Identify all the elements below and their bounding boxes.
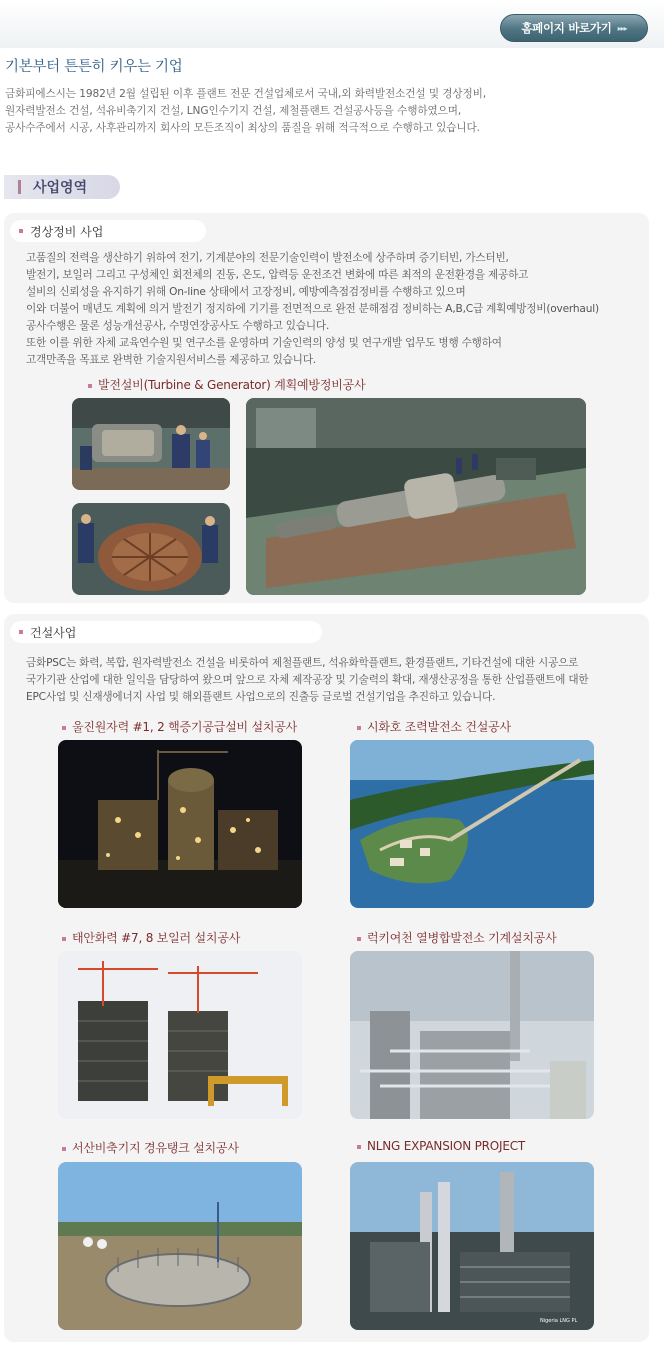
- page-title: 기본부터 튼튼히 키우는 기업: [5, 59, 183, 75]
- turbine-photo-2: [72, 503, 230, 595]
- maintenance-line: 고품질의 전력을 생산하기 위하여 전기, 기계분야의 전문기술인력이 발전소에 상주하며 증기터빈, 가스터빈,: [26, 252, 509, 264]
- maintenance-panel: [4, 213, 649, 603]
- maintenance-line: 고객만족을 목표로 완벽한 기술지원서비스를 제공하고 있습니다.: [26, 354, 316, 366]
- maintenance-line: 발전기, 보일러 그리고 구성체인 회전체의 진동, 온도, 압력등 운전조건 변화에 따른 최적의 운전환경을 제공하고: [26, 269, 529, 281]
- intro-line: 공사수주에서 시공, 사후관리까지 회사의 모든조직이 최상의 품질을 위해 적극적으로 수행하고 있습니다.: [5, 122, 480, 134]
- bullet-icon: [357, 726, 361, 730]
- construction-line: 금화PSC는 화력, 복합, 원자력발전소 건설을 비롯하여 제철플랜트, 석유화학플랜트, 환경플랜트, 기타건설에 대한 시공으로: [26, 657, 579, 669]
- project-caption-text: 럭키여천 열병합발전소 기계설치공사: [367, 931, 557, 945]
- construction-line: 국가기관 산업에 대한 일익을 담당하여 왔으며 앞으로 자체 제작공장 및 기술력의 확대, 재생산공정을 통한 산업플랜트에 대한: [26, 674, 589, 686]
- project-caption-text: 시화호 조력발전소 건설공사: [367, 720, 511, 734]
- project-caption: [357, 929, 557, 946]
- bullet-icon: [19, 229, 23, 233]
- bullet-icon: [62, 726, 66, 730]
- maintenance-line: 이와 더불어 매년도 계획에 의거 발전기 정지하에 기기를 전면적으로 완전 분해점검 정비하는 A,B,C급 계획예방정비(overhaul): [26, 303, 599, 315]
- project-caption-text: 서산비축기지 경유탱크 설치공사: [72, 1141, 239, 1155]
- section-marker-icon: [18, 180, 21, 194]
- nlng-photo-watermark: Nigeria LNG PL: [540, 1318, 578, 1324]
- project-caption: [357, 1139, 525, 1153]
- project-caption-text: NLNG EXPANSION PROJECT: [367, 1139, 526, 1153]
- intro-line: 금화피에스시는 1982년 2월 설립된 이후 플랜트 전문 건설업체로서 국내,외 화력발전소건설 및 경상정비,: [5, 88, 487, 100]
- section-title: 사업영역: [33, 180, 88, 196]
- homepage-shortcut-button[interactable]: [500, 14, 648, 42]
- top-bar: [0, 0, 664, 48]
- construction-panel: [4, 614, 649, 1342]
- section-heading-business-area: [4, 175, 120, 199]
- project-caption-text: 태안화력 #7, 8 보일러 설치공사: [72, 931, 241, 945]
- bullet-icon: [88, 384, 92, 388]
- turbine-photo-main: [246, 398, 586, 595]
- construction-line: EPC사업 및 신재생에너지 사업 및 해외플랜트 사업으로의 진출등 글로벌 건설기업을 추진하고 있습니다.: [26, 691, 496, 703]
- intro-line: 원자력발전소 건설, 석유비축기지 건설, LNG인수기지 건설, 제철플랜트 건설공사등을 수행하였으며,: [5, 105, 462, 117]
- turbine-caption: [88, 376, 365, 393]
- maintenance-line: 또한 이를 위한 자체 교육연수원 및 연구소를 운영하며 기술인력의 양성 및 연구개발 업무도 병행 수행하여: [26, 337, 502, 349]
- bullet-icon: [62, 1147, 66, 1151]
- bullet-icon: [62, 937, 66, 941]
- turbine-photo-1: [72, 398, 230, 490]
- maintenance-line: 공사수행은 물론 성능개선공사, 수명연장공사도 수행하고 있습니다.: [26, 320, 330, 332]
- homepage-shortcut-label: 홈페이지 바로가기: [521, 21, 612, 35]
- bullet-icon: [19, 630, 23, 634]
- project-caption: [62, 1139, 239, 1156]
- maintenance-title: 경상정비 사업: [30, 224, 104, 239]
- project-photo-lucky-yeocheon: [350, 951, 594, 1119]
- project-photo-uljin: [58, 740, 302, 908]
- project-photo-taean: [58, 951, 302, 1119]
- maintenance-line: 설비의 신뢰성을 유지하기 위해 On-line 상태에서 고장정비, 예방예측점검정비를 수행하고 있으며: [26, 286, 466, 298]
- turbine-caption-text: 발전설비(Turbine & Generator) 계획예방정비공사: [98, 378, 366, 392]
- project-caption: [357, 718, 511, 735]
- intro-text: [5, 86, 655, 137]
- project-photo-sihwa: [350, 740, 594, 908]
- project-photo-seosan: [58, 1162, 302, 1330]
- arrow-right-icon: ▸▸▸: [617, 23, 627, 33]
- construction-description: [26, 655, 588, 706]
- construction-title: 건설사업: [30, 625, 77, 640]
- bullet-icon: [357, 937, 361, 941]
- maintenance-heading: [10, 220, 206, 242]
- maintenance-description: [26, 250, 599, 369]
- project-photo-nlng: [350, 1162, 594, 1330]
- project-caption-text: 울진원자력 #1, 2 핵증기공급설비 설치공사: [72, 720, 298, 734]
- project-caption: [62, 929, 240, 946]
- construction-heading: [10, 621, 322, 643]
- bullet-icon: [357, 1145, 361, 1149]
- project-caption: [62, 718, 297, 735]
